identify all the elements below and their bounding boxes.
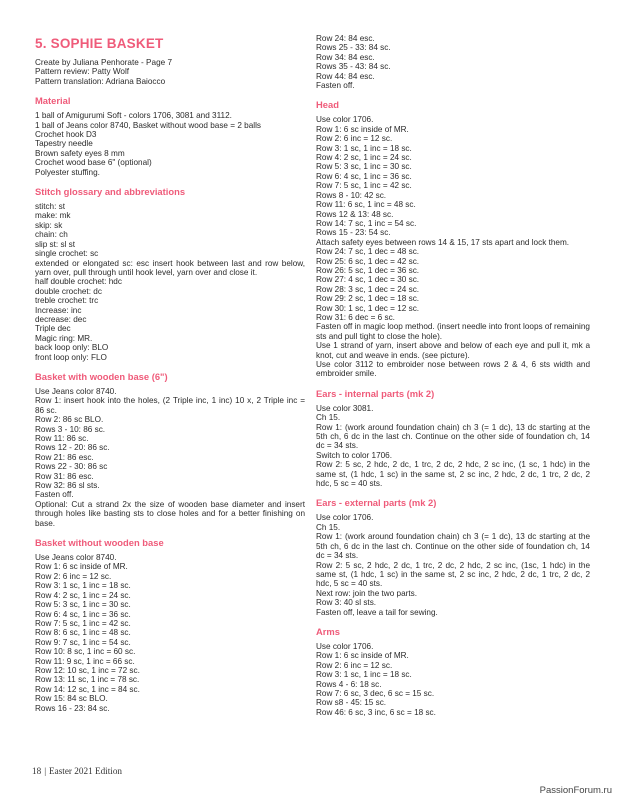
list-item: Ch 15.	[316, 522, 341, 532]
ears-external-list	[316, 513, 590, 616]
list-item: make: mk	[35, 211, 71, 221]
list-item: skip: sk	[35, 220, 63, 230]
list-item: Row 31: 6 dec = 6 sc.	[316, 312, 395, 322]
section-heading-ears-internal: Ears - internal parts (mk 2)	[316, 387, 435, 399]
list-item: Next row: join the two parts.	[316, 588, 418, 598]
list-item: Row 5: 3 sc, 1 inc = 30 sc.	[35, 600, 131, 610]
list-item: Rows 25 - 33: 84 sc.	[316, 43, 391, 53]
section-heading-material: Material	[35, 95, 71, 107]
list-item: 1 ball of Amigurumi Soft - colors 1706, 3081 and 3112.	[35, 111, 232, 121]
list-item: Rows 8 - 10: 42 sc.	[316, 190, 387, 200]
list-item: Row 7: 5 sc, 1 inc = 42 sc.	[35, 618, 131, 628]
list-item: Row 9: 7 sc, 1 inc = 54 sc.	[35, 637, 131, 647]
list-item: Row s8 - 45: 15 sc.	[316, 698, 387, 708]
list-item: Row 1: 6 sc inside of MR.	[316, 124, 409, 134]
list-item: Row 5: 3 sc, 1 inc = 30 sc.	[316, 162, 412, 172]
page-footer	[32, 766, 122, 776]
list-item: Fasten off in magic loop method. (insert needle into front loops of remaining sts and pull tight to close the hole).	[316, 322, 590, 341]
list-item: Fasten off, leave a tail for sewing.	[316, 607, 438, 617]
section-heading-ears-external: Ears - external parts (mk 2)	[316, 497, 437, 509]
list-item: Use color 1706.	[316, 513, 374, 523]
list-item: Row 25: 6 sc, 1 dec = 42 sc.	[316, 256, 420, 266]
list-item: slip st: sl st	[35, 239, 76, 249]
head-list	[316, 115, 590, 378]
list-item: stitch: st	[35, 202, 66, 212]
list-item: Row 1: (work around foundation chain) ch 3 (= 1 dc), 13 dc starting at the 5th ch, 6 dc in the last ch. Continue on the other side of foundation ch, 14 dc = 34 sts.	[316, 422, 590, 451]
list-item: Use color 1706.	[316, 115, 374, 125]
list-item: Row 3: 1 sc, 1 inc = 18 sc.	[316, 143, 412, 153]
watermark: PassionForum.ru	[539, 785, 612, 796]
list-item: extended or elongated sc: esc insert hook between last and row below, yarn over, pull through until hook level, yarn over and close it.	[35, 258, 305, 277]
list-item: Row 3: 40 sl sts.	[316, 598, 377, 608]
section-heading-basket-wood: Basket with wooden base (6")	[35, 370, 168, 382]
list-item: single crochet: sc	[35, 249, 99, 259]
list-item: Optional: Cut a strand 2x the size of wooden base diameter and insert through holes like basting sts to close holes and for a better finishing on base.	[35, 499, 305, 528]
list-item: Row 2: 6 inc = 12 sc.	[316, 660, 393, 670]
list-item: Row 1: insert hook into the holes, (2 Triple inc, 1 inc) 10 x, 2 Triple inc = 86 sc.	[35, 396, 305, 415]
list-item: Row 31: 86 esc.	[35, 471, 94, 481]
credit-line: Pattern translation: Adriana Baiocco	[35, 76, 166, 86]
footer-separator: |	[44, 766, 47, 776]
list-item: Row 8: 6 sc, 1 inc = 48 sc.	[35, 628, 131, 638]
list-item: Rows 35 - 43: 84 sc.	[316, 62, 391, 72]
list-item: Row 21: 86 esc.	[35, 452, 94, 462]
list-item: Rows 3 - 10: 86 sc.	[35, 424, 106, 434]
list-item: Use color 3081.	[316, 403, 374, 413]
list-item: Row 2: 5 sc, 2 hdc, 2 dc, 1 trc, 2 dc, 2 hdc, 2 sc inc, (1 sc, 1 hdc) in the same st, (1 hdc, 1 sc) in the same st, 2 sc inc, 2 hdc, 2 dc, 1 trc, 2 dc, 2 hdc, 5 sc = 40 sts.	[316, 460, 590, 489]
list-item: Attach safety eyes between rows 14 & 15, 17 sts apart and lock them.	[316, 237, 570, 247]
list-item: Row 2: 6 inc = 12 sc.	[316, 134, 393, 144]
list-item: Row 2: 86 sc BLO.	[35, 415, 104, 425]
basket-no-wood-list	[35, 553, 305, 713]
list-item: Fasten off.	[316, 81, 355, 91]
list-item: Fasten off.	[35, 490, 74, 500]
section-heading-head: Head	[316, 99, 339, 111]
arms-list	[316, 642, 590, 717]
list-item: Rows 12 - 20: 86 sc.	[35, 443, 110, 453]
list-item: Row 30: 1 sc, 1 dec = 12 sc.	[316, 303, 420, 313]
list-item: Row 29: 2 sc, 1 dec = 18 sc.	[316, 294, 420, 304]
list-item: Row 24: 7 sc, 1 dec = 48 sc.	[316, 247, 420, 257]
list-item: Row 10: 8 sc, 1 inc = 60 sc.	[35, 647, 136, 657]
list-item: Use color 3112 to embroider nose between rows 2 & 4, 6 sts width and embroider smile.	[316, 360, 590, 379]
list-item: Increase: inc	[35, 305, 82, 315]
list-item: Row 15: 84 sc BLO.	[35, 694, 108, 704]
list-item: Row 1: (work around foundation chain) ch 3 (= 1 dc), 13 dc starting at the 5th ch, 6 dc in the last ch. Continue on the other side of foundation ch, 14 dc = 34 sts.	[316, 532, 590, 561]
list-item: Row 11: 6 sc, 1 inc = 48 sc.	[316, 200, 416, 210]
list-item: Switch to color 1706.	[316, 450, 393, 460]
list-item: Use color 1706.	[316, 641, 374, 651]
list-item: Row 4: 2 sc, 1 inc = 24 sc.	[35, 590, 131, 600]
list-item: Row 6: 4 sc, 1 inc = 36 sc.	[35, 609, 131, 619]
list-item: Row 3: 1 sc, 1 inc = 18 sc.	[35, 581, 131, 591]
list-item: Row 24: 84 esc.	[316, 34, 375, 43]
list-item: Row 7: 5 sc, 1 inc = 42 sc.	[316, 181, 412, 191]
list-item: Row 27: 4 sc, 1 dec = 30 sc.	[316, 275, 420, 285]
list-item: double crochet: dc	[35, 286, 102, 296]
list-item: Rows 12 & 13: 48 sc.	[316, 209, 394, 219]
list-item: Magic ring: MR.	[35, 333, 93, 343]
list-item: Ch 15.	[316, 413, 341, 423]
credits	[35, 58, 305, 86]
list-item: Polyester stuffing.	[35, 167, 100, 177]
list-item: Triple dec	[35, 324, 71, 334]
list-item: Row 28: 3 sc, 1 dec = 24 sc.	[316, 284, 420, 294]
list-item: treble crochet: trc	[35, 296, 99, 306]
list-item: decrease: dec	[35, 314, 87, 324]
list-item: Row 14: 12 sc, 1 inc = 84 sc.	[35, 684, 140, 694]
list-item: Use Jeans color 8740.	[35, 386, 117, 396]
list-item: half double crochet: hdc	[35, 277, 122, 287]
list-item: front loop only: FLO	[35, 352, 107, 362]
left-column	[35, 58, 305, 713]
list-item: Row 11: 9 sc, 1 inc = 66 sc.	[35, 656, 135, 666]
list-item: Row 32: 86 sl sts.	[35, 481, 100, 491]
list-item: Row 44: 84 esc.	[316, 71, 375, 81]
list-item: Use 1 strand of yarn, insert above and below of each eye and pull it, mk a knot, cut and weave in ends. (see picture).	[316, 341, 590, 360]
list-item: Crochet hook D3	[35, 130, 97, 140]
list-item: Row 46: 6 sc, 3 inc, 6 sc = 18 sc.	[316, 707, 436, 717]
section-heading-basket-no-wood: Basket without wooden base	[35, 537, 164, 549]
list-item: Row 1: 6 sc inside of MR.	[316, 651, 409, 661]
section-heading-glossary: Stitch glossary and abbreviations	[35, 186, 186, 198]
list-item: Tapestry needle	[35, 139, 93, 149]
basket-continued-list	[316, 34, 590, 90]
list-item: Row 13: 11 sc, 1 inc = 78 sc.	[35, 675, 140, 685]
glossary-list	[35, 202, 305, 362]
basket-wood-list	[35, 387, 305, 528]
section-heading-arms: Arms	[316, 625, 340, 637]
list-item: chain: ch	[35, 230, 68, 240]
list-item: Row 1: 6 sc inside of MR.	[35, 562, 128, 572]
list-item: Use Jeans color 8740.	[35, 553, 117, 563]
list-item: Crochet wood base 6" (optional)	[35, 158, 152, 168]
list-item: Rows 16 - 23: 84 sc.	[35, 703, 110, 713]
page-title: 5. SOPHIE BASKET	[35, 36, 164, 51]
list-item: Row 26: 5 sc, 1 dec = 36 sc.	[316, 265, 420, 275]
list-item: Brown safety eyes 8 mm	[35, 148, 125, 158]
list-item: Row 3: 1 sc, 1 inc = 18 sc.	[316, 670, 412, 680]
list-item: Row 14: 7 sc, 1 inc = 54 sc.	[316, 218, 417, 228]
credit-line: Pattern review: Patty Wolf	[35, 67, 130, 77]
list-item: back loop only: BLO	[35, 343, 109, 353]
material-list	[35, 111, 305, 177]
list-item: Row 11: 86 sc.	[35, 434, 89, 443]
list-item: Row 34: 84 esc.	[316, 52, 375, 62]
list-item: Rows 22 - 30: 86 sc	[35, 462, 108, 472]
list-item: Row 2: 5 sc, 2 hdc, 2 dc, 1 trc, 2 dc, 2 hdc, 2 sc inc, (1sc, 1 hdc) in the same st, (1 hdc, 1 sc) in the same st, 2 sc inc, 2 hdc, 2 dc, 1 trc, 2 dc, 2 hdc, 5 sc = 40 sts.	[316, 560, 590, 589]
ears-internal-list	[316, 404, 590, 489]
right-column	[316, 34, 590, 717]
list-item: Row 12: 10 sc, 1 inc = 72 sc.	[35, 665, 140, 675]
list-item: Row 6: 4 sc, 1 inc = 36 sc.	[316, 171, 412, 181]
list-item: Row 2: 6 inc = 12 sc.	[35, 571, 112, 581]
list-item: Rows 15 - 23: 54 sc.	[316, 228, 391, 238]
edition-label: Easter 2021 Edition	[49, 766, 123, 776]
list-item: Row 4: 2 sc, 1 inc = 24 sc.	[316, 153, 412, 163]
list-item: Rows 4 - 6: 18 sc.	[316, 679, 382, 689]
page-number: 18	[32, 766, 42, 776]
list-item: 1 ball of Jeans color 8740, Basket without wood base = 2 balls	[35, 120, 261, 130]
credit-line: Create by Juliana Penhorate - Page 7	[35, 58, 173, 67]
list-item: Row 7: 6 sc, 3 dec, 6 sc = 15 sc.	[316, 688, 435, 698]
